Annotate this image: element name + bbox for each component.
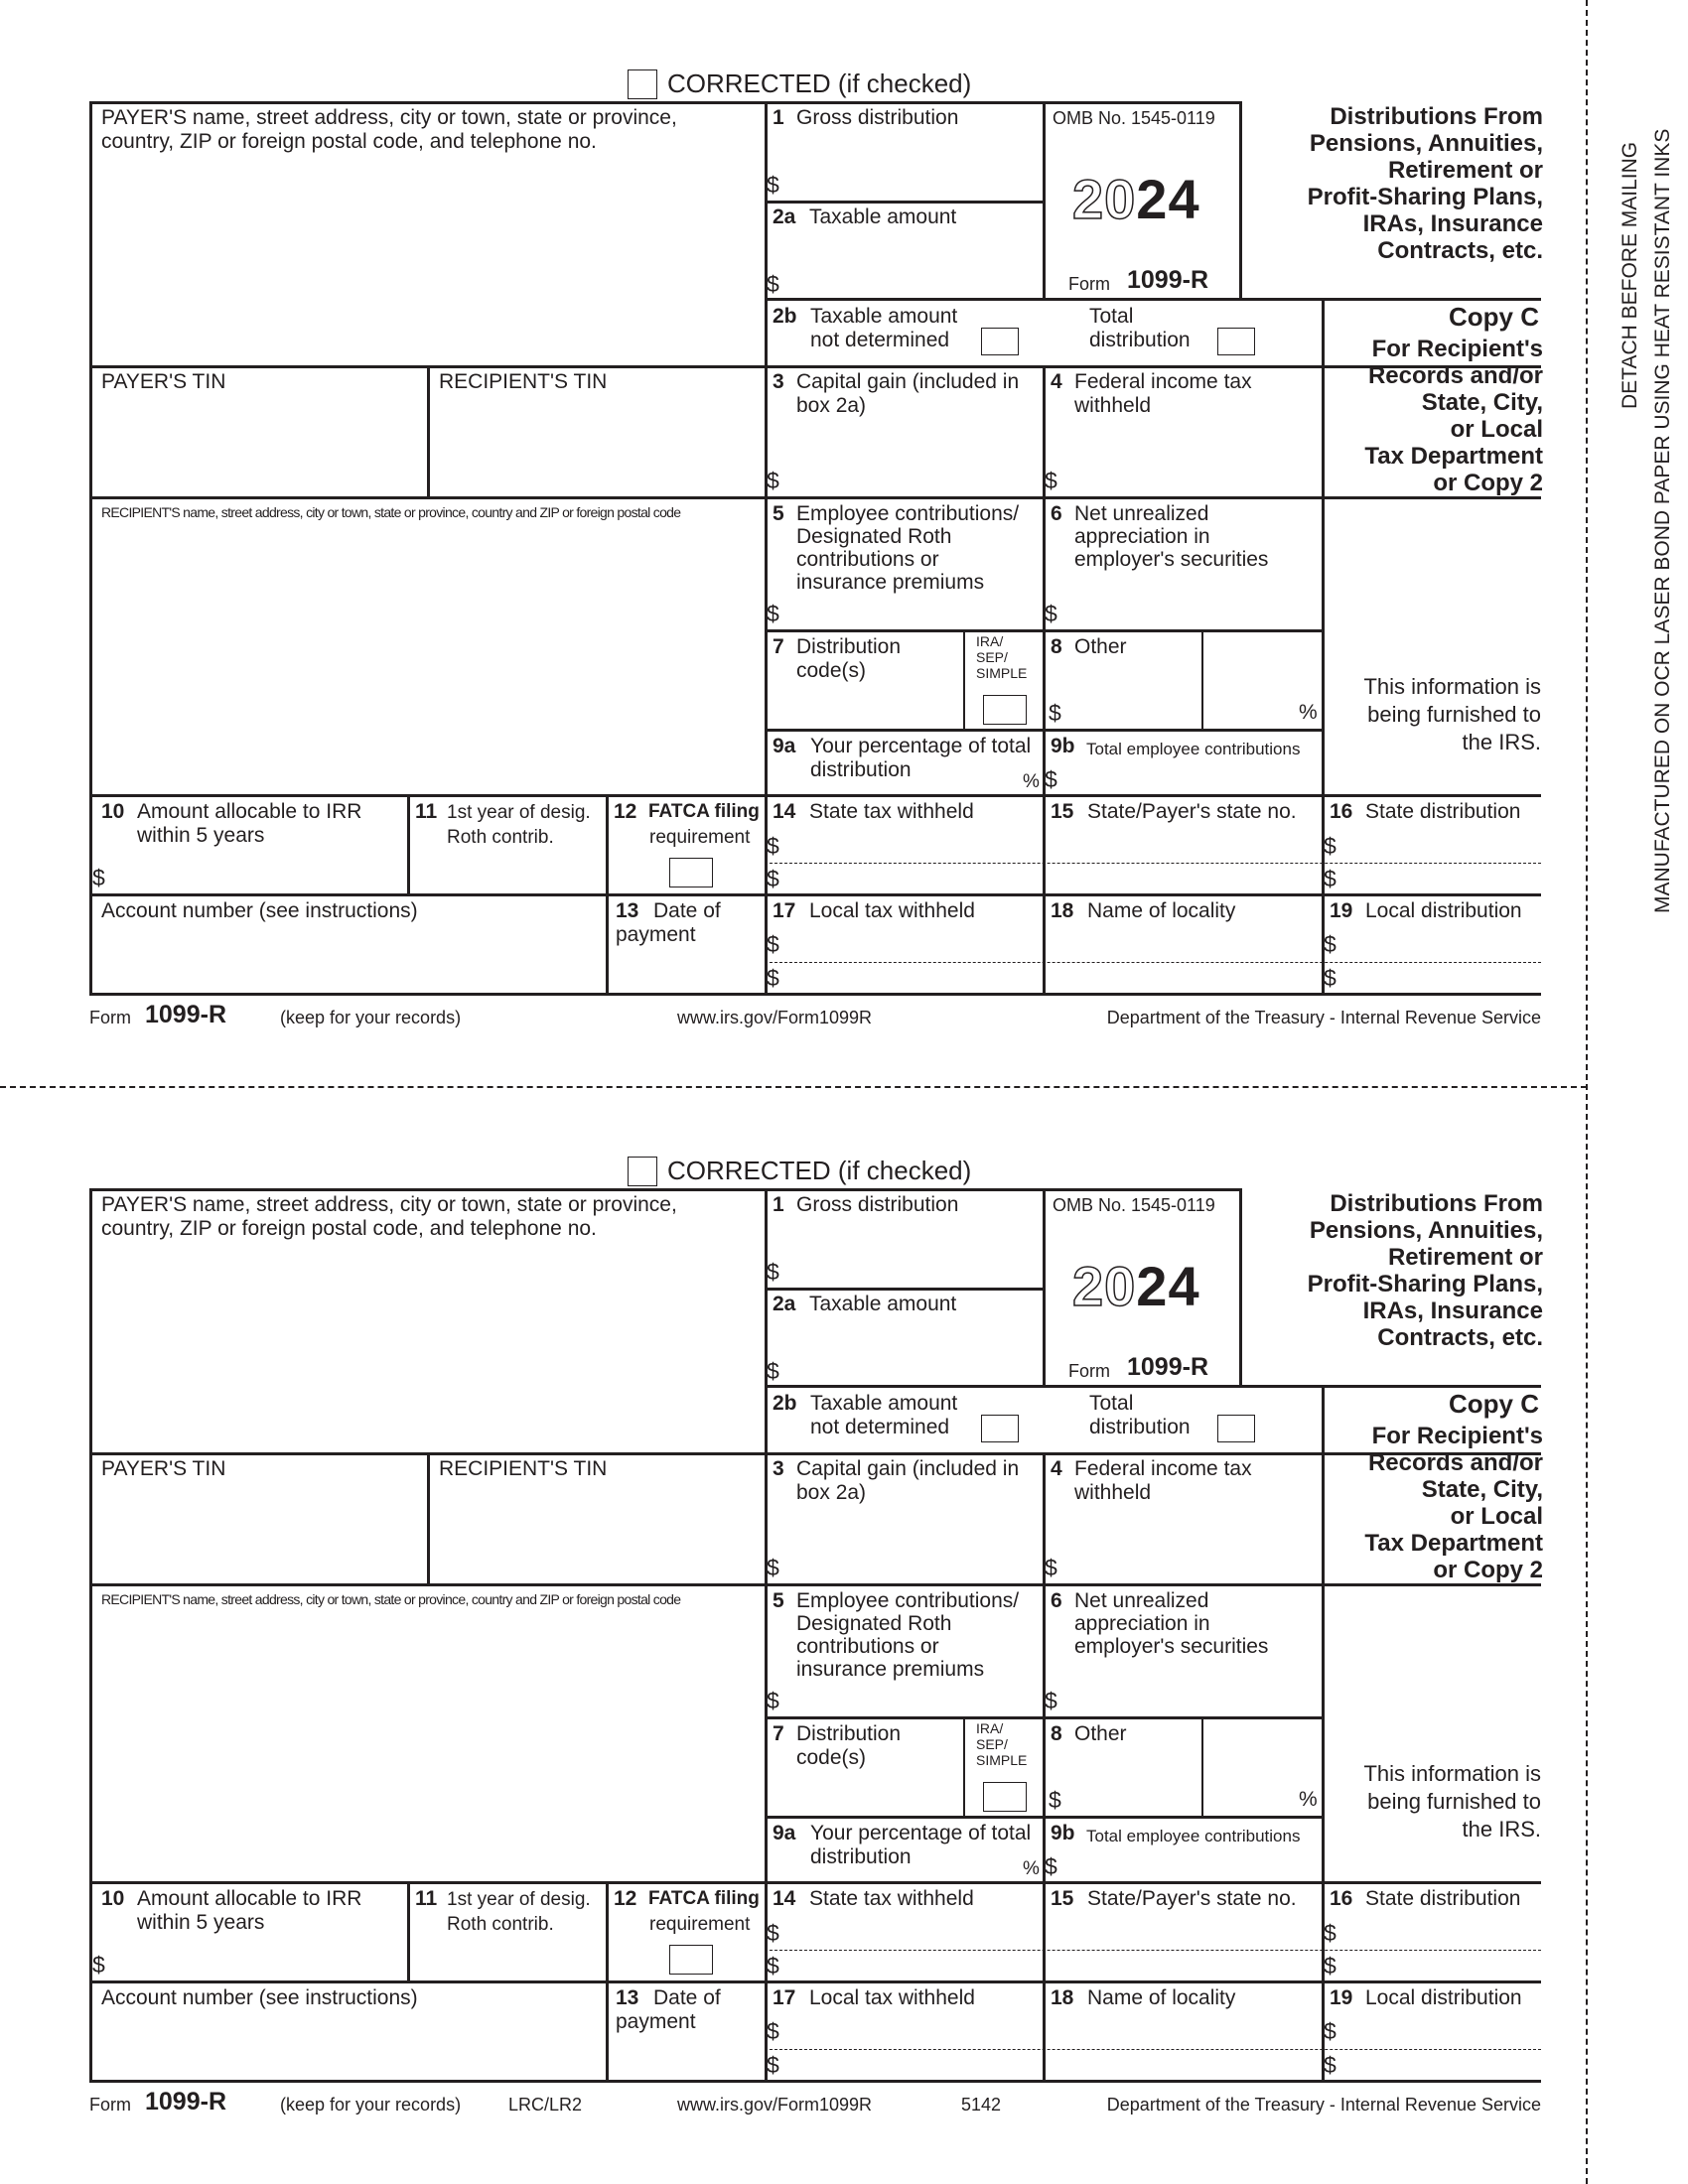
footer-url: www.irs.gov/Form1099R <box>677 1008 873 1027</box>
box-13-label: Date of payment <box>616 899 721 946</box>
box-5-field-copy-2[interactable] <box>784 1683 1038 1712</box>
box-3-number-copy-2: 3 <box>773 1457 784 1480</box>
box-4-number: 4 <box>1051 370 1062 393</box>
box-14-dollar-1-copy-2: $ <box>767 1920 779 1946</box>
box-4-label-copy-2: Federal income tax withheld <box>1074 1457 1252 1504</box>
box-1-number-copy-2: 1 <box>773 1193 784 1216</box>
payer-name-field-copy-2[interactable] <box>94 1246 762 1449</box>
box-19-field-2[interactable] <box>1342 964 1536 991</box>
box-8-amount-field-copy-2[interactable] <box>1067 1752 1196 1812</box>
box-1-field-copy-2[interactable] <box>784 1226 1038 1284</box>
box-2b-number-copy-2: 2b <box>773 1392 797 1415</box>
total-distribution-label-copy-2: Total distribution <box>1089 1392 1191 1438</box>
box-9b-number: 9b <box>1051 735 1075 757</box>
fatca-checkbox[interactable] <box>669 858 713 887</box>
payer-tin-label: PAYER'S TIN <box>101 370 226 393</box>
box-9a-field[interactable] <box>953 764 1023 792</box>
box-5-label-copy-2: Employee contributions/ Designated Roth contributions or insurance premiums <box>796 1589 1020 1681</box>
form-copy-1 <box>0 0 1688 1082</box>
footer-form-word: Form <box>89 1008 131 1027</box>
tax-year: 2024 <box>1072 168 1200 230</box>
box-14-field-2[interactable] <box>784 865 1038 891</box>
box-6-label: Net unrealized appreciation in employer's securities <box>1074 502 1269 571</box>
box-15-number: 15 <box>1051 800 1074 823</box>
box-18-label: Name of locality <box>1087 899 1236 922</box>
box-11-number: 11 <box>415 800 438 823</box>
omb-number-copy-2: OMB No. 1545-0119 <box>1053 1195 1215 1215</box>
box-16-dollar-2: $ <box>1324 866 1336 891</box>
box-6-field[interactable] <box>1062 596 1316 625</box>
box-8-percent-field[interactable] <box>1206 665 1296 725</box>
box-12-label: FATCA filing <box>648 801 760 822</box>
box-9a-percent-copy-2: % <box>1023 1858 1040 1879</box>
box-16-dollar-1: $ <box>1324 833 1336 859</box>
footer-department: Department of the Treasury - Internal Revenue Service <box>1106 1008 1541 1027</box>
box-15-label: State/Payer's state no. <box>1087 800 1297 823</box>
account-number-label-copy-2: Account number (see instructions) <box>101 1986 418 2009</box>
form-copy-2 <box>0 1087 1688 2169</box>
box-17-dollar-1-copy-2: $ <box>767 2018 779 2044</box>
box-11-field-copy-2[interactable] <box>413 1943 602 1978</box>
account-number-field[interactable] <box>94 929 601 989</box>
ira-sep-simple-label: IRA/ SEP/ SIMPLE <box>976 633 1028 681</box>
box-3-dollar-copy-2: $ <box>767 1555 779 1580</box>
box-13-label-copy-2: Date of payment <box>616 1986 721 2033</box>
payer-tin-field[interactable] <box>94 397 422 493</box>
account-number-field-copy-2[interactable] <box>94 2016 601 2076</box>
box-14-label-copy-2: State tax withheld <box>809 1887 974 1910</box>
total-distribution-label: Total distribution <box>1089 305 1191 351</box>
box-1-label: Gross distribution <box>796 106 959 129</box>
payer-tin-label-copy-2: PAYER'S TIN <box>101 1457 226 1480</box>
box-14-field-1[interactable] <box>784 832 1038 860</box>
box-4-dollar-copy-2: $ <box>1045 1555 1057 1580</box>
box-9b-label-copy-2: Total employee contributions <box>1086 1827 1301 1845</box>
box-9a-label-copy-2: Your percentage of total distribution <box>810 1822 1032 1868</box>
box-17-dollar-2-copy-2: $ <box>767 2052 779 2078</box>
box-16-dollar-1-copy-2: $ <box>1324 1920 1336 1946</box>
box-2a-dollar-copy-2: $ <box>767 1358 779 1384</box>
box-8-number-copy-2: 8 <box>1051 1722 1062 1745</box>
box-4-dollar: $ <box>1045 468 1057 493</box>
ira-sep-simple-checkbox[interactable] <box>983 695 1027 725</box>
recipient-tin-label: RECIPIENT'S TIN <box>439 370 608 393</box>
box-8-dollar: $ <box>1049 700 1061 726</box>
box-15-field-2[interactable] <box>1051 865 1317 891</box>
box-18-field-1-copy-2[interactable] <box>1051 2017 1317 2045</box>
box-7-label: Distribution code(s) <box>796 635 902 682</box>
box-6-number: 6 <box>1051 502 1062 525</box>
box-15-label-copy-2: State/Payer's state no. <box>1087 1887 1297 1910</box>
box-3-field[interactable] <box>784 427 1038 492</box>
recipient-name-field-copy-2[interactable] <box>94 1613 762 1877</box>
copy-description-copy-2: For Recipient's Records and/or State, City, or Local Tax Department or Copy 2 <box>1364 1423 1543 1583</box>
box-14-dollar-1: $ <box>767 833 779 859</box>
box-9b-field[interactable] <box>1062 764 1316 792</box>
box-7-number-copy-2: 7 <box>773 1722 784 1745</box>
box-4-field[interactable] <box>1062 427 1316 492</box>
corrected-label: CORRECTED (if checked) <box>667 68 972 98</box>
box-14-dollar-2: $ <box>767 866 779 891</box>
box-17-number: 17 <box>773 899 796 922</box>
box-8-number: 8 <box>1051 635 1062 658</box>
box-7-field[interactable] <box>784 685 958 725</box>
box-6-label-copy-2: Net unrealized appreciation in employer's securities <box>1074 1589 1269 1658</box>
footer-lrc-code-copy-2: LRC/LR2 <box>508 2095 583 2115</box>
box-6-dollar: $ <box>1045 601 1057 626</box>
box-4-field-copy-2[interactable] <box>1062 1514 1316 1579</box>
payer-name-field[interactable] <box>94 159 762 362</box>
box-11-number-copy-2: 11 <box>415 1887 438 1910</box>
box-9a-label: Your percentage of total distribution <box>810 735 1032 781</box>
detach-notice: DETACH BEFORE MAILING <box>1618 141 1641 409</box>
box-2a-number: 2a <box>773 205 796 228</box>
account-number-label: Account number (see instructions) <box>101 899 418 922</box>
footer-url-copy-2: www.irs.gov/Form1099R <box>677 2095 873 2115</box>
box-12-number-copy-2: 12 <box>614 1887 637 1910</box>
box-2b-number: 2b <box>773 305 797 328</box>
box-7-number: 7 <box>773 635 784 658</box>
box-19-number-copy-2: 19 <box>1330 1986 1353 2009</box>
box-2a-field-copy-2[interactable] <box>784 1320 1038 1382</box>
recipient-name-field[interactable] <box>94 526 762 790</box>
box-5-dollar: $ <box>767 601 779 626</box>
fatca-checkbox-copy-2[interactable] <box>669 1945 713 1975</box>
box-18-field-1[interactable] <box>1051 930 1317 958</box>
box-2b-checkbox[interactable] <box>981 328 1019 355</box>
box-17-field-2-copy-2[interactable] <box>784 2051 1038 2078</box>
footer-department-copy-2: Department of the Treasury - Internal Revenue Service <box>1106 2095 1541 2115</box>
box-5-number-copy-2: 5 <box>773 1589 784 1612</box>
box-19-field-1[interactable] <box>1342 930 1536 958</box>
box-16-number: 16 <box>1330 800 1353 823</box>
box-18-number: 18 <box>1051 899 1074 922</box>
box-18-number-copy-2: 18 <box>1051 1986 1074 2009</box>
box-11-label-copy-2: 1st year of desig. Roth contrib. <box>447 1889 591 1935</box>
recipient-tin-field-copy-2[interactable] <box>433 1484 761 1580</box>
box-8-label: Other <box>1074 635 1127 658</box>
form-word: Form <box>1068 274 1110 294</box>
corrected-label-copy-2: CORRECTED (if checked) <box>667 1156 972 1185</box>
box-19-dollar-2: $ <box>1324 965 1336 991</box>
box-15-field-1[interactable] <box>1051 832 1317 860</box>
box-8-percent-copy-2: % <box>1299 1788 1318 1811</box>
box-2b-label: Taxable amount not determined <box>810 305 958 351</box>
box-1-dollar-copy-2: $ <box>767 1259 779 1285</box>
form-number-copy-2: 1099-R <box>1127 1353 1208 1381</box>
payer-tin-field-copy-2[interactable] <box>94 1484 422 1580</box>
box-13-field-copy-2[interactable] <box>612 2040 761 2078</box>
box-18-field-2-copy-2[interactable] <box>1051 2051 1317 2078</box>
box-1-number: 1 <box>773 106 784 129</box>
form-number: 1099-R <box>1127 266 1208 294</box>
box-9a-number: 9a <box>773 735 796 757</box>
box-8-amount-field[interactable] <box>1067 665 1196 725</box>
box-6-field-copy-2[interactable] <box>1062 1683 1316 1712</box>
box-17-field-1[interactable] <box>784 930 1038 958</box>
payer-name-label: PAYER'S name, street address, city or town, state or province, country, ZIP or foreign postal code, and telephone no. <box>101 106 677 153</box>
footer-keep-copy-2: (keep for your records) <box>280 2095 462 2115</box>
box-12-number: 12 <box>614 800 637 823</box>
tax-year-copy-2: 2024 <box>1072 1255 1200 1317</box>
footer-catalog-number-copy-2: 5142 <box>961 2095 1002 2115</box>
box-2a-label: Taxable amount <box>809 205 957 228</box>
box-3-dollar: $ <box>767 468 779 493</box>
box-2a-label-copy-2: Taxable amount <box>809 1293 957 1315</box>
box-14-number: 14 <box>773 800 796 823</box>
box-1-dollar: $ <box>767 172 779 198</box>
box-13-field[interactable] <box>612 953 761 991</box>
box-14-label: State tax withheld <box>809 800 974 823</box>
box-8-percent: % <box>1299 701 1318 724</box>
ira-sep-simple-label-copy-2: IRA/ SEP/ SIMPLE <box>976 1720 1028 1768</box>
box-4-label: Federal income tax withheld <box>1074 370 1252 417</box>
paper-notice: MANUFACTURED ON OCR LASER BOND PAPER USING HEAT RESISTANT INKS <box>1651 128 1674 913</box>
box-2b-checkbox-copy-2[interactable] <box>981 1415 1019 1442</box>
box-9a-field-copy-2[interactable] <box>953 1851 1023 1879</box>
box-17-dollar-1: $ <box>767 931 779 957</box>
box-8-percent-field-copy-2[interactable] <box>1206 1752 1296 1812</box>
box-9a-number-copy-2: 9a <box>773 1822 796 1844</box>
box-10-label-copy-2: Amount allocable to IRR within 5 years <box>137 1887 362 1934</box>
box-15-field-1-copy-2[interactable] <box>1051 1919 1317 1947</box>
irs-info-notice-copy-2: This information is being furnished to the IRS. <box>1363 1761 1541 1842</box>
box-7-field-copy-2[interactable] <box>784 1772 958 1812</box>
box-14-field-1-copy-2[interactable] <box>784 1919 1038 1947</box>
recipient-tin-field[interactable] <box>433 397 761 493</box>
payer-name-label-copy-2: PAYER'S name, street address, city or town, state or province, country, ZIP or foreign postal code, and telephone no. <box>101 1193 677 1240</box>
box-10-field-copy-2[interactable] <box>111 1941 401 1978</box>
box-6-dollar-copy-2: $ <box>1045 1688 1057 1713</box>
copy-title-copy-2: Copy C <box>1449 1389 1539 1419</box>
recipient-name-label-copy-2: RECIPIENT'S name, street address, city or town, state or province, country and ZIP or foreign postal code <box>101 1591 681 1607</box>
box-17-label: Local tax withheld <box>809 899 975 922</box>
box-19-field-2-copy-2[interactable] <box>1342 2051 1536 2078</box>
box-12-sublabel: requirement <box>649 827 751 848</box>
form-title: Distributions From Pensions, Annuities, Retirement or Profit-Sharing Plans, IRAs, Insurance Contracts, etc. <box>1307 103 1543 264</box>
box-19-dollar-2-copy-2: $ <box>1324 2052 1336 2078</box>
box-16-number-copy-2: 16 <box>1330 1887 1353 1910</box>
total-distribution-checkbox-copy-2[interactable] <box>1217 1415 1255 1442</box>
box-17-label-copy-2: Local tax withheld <box>809 1986 975 2009</box>
box-10-number-copy-2: 10 <box>101 1887 125 1910</box>
box-18-field-2[interactable] <box>1051 964 1317 991</box>
box-17-dollar-2: $ <box>767 965 779 991</box>
box-5-number: 5 <box>773 502 784 525</box>
box-2a-dollar: $ <box>767 271 779 297</box>
box-14-field-2-copy-2[interactable] <box>784 1952 1038 1979</box>
box-9a-percent: % <box>1023 771 1040 792</box>
recipient-tin-label-copy-2: RECIPIENT'S TIN <box>439 1457 608 1480</box>
box-5-field[interactable] <box>784 596 1038 625</box>
irs-info-notice: This information is being furnished to the IRS. <box>1363 674 1541 754</box>
footer-form-number-copy-2: 1099-R <box>145 2088 226 2116</box>
box-19-field-1-copy-2[interactable] <box>1342 2017 1536 2045</box>
box-8-dollar-copy-2: $ <box>1049 1787 1061 1813</box>
box-16-field-1[interactable] <box>1342 832 1536 860</box>
box-11-label: 1st year of desig. Roth contrib. <box>447 802 591 848</box>
box-9b-label: Total employee contributions <box>1086 740 1301 758</box>
copy-title: Copy C <box>1449 302 1539 332</box>
corrected-checkbox[interactable] <box>628 69 657 99</box>
box-13-number: 13 <box>616 899 639 922</box>
box-3-field-copy-2[interactable] <box>784 1514 1038 1579</box>
box-7-label-copy-2: Distribution code(s) <box>796 1722 902 1769</box>
box-10-label: Amount allocable to IRR within 5 years <box>137 800 362 847</box>
box-16-field-2-copy-2[interactable] <box>1342 1952 1536 1979</box>
box-10-dollar-copy-2: $ <box>92 1952 105 1978</box>
box-9b-field-copy-2[interactable] <box>1062 1851 1316 1879</box>
box-19-number: 19 <box>1330 899 1353 922</box>
box-10-number: 10 <box>101 800 125 823</box>
form-word-copy-2: Form <box>1068 1361 1110 1381</box>
box-17-field-1-copy-2[interactable] <box>784 2017 1038 2045</box>
box-1-field[interactable] <box>784 139 1038 197</box>
copy-description: For Recipient's Records and/or State, City, or Local Tax Department or Copy 2 <box>1364 336 1543 496</box>
box-5-dollar-copy-2: $ <box>767 1688 779 1713</box>
box-12-sublabel-copy-2: requirement <box>649 1914 751 1935</box>
form-title-copy-2: Distributions From Pensions, Annuities, Retirement or Profit-Sharing Plans, IRAs, Insurance Contracts, etc. <box>1307 1190 1543 1351</box>
box-2a-field[interactable] <box>784 233 1038 295</box>
box-17-field-2[interactable] <box>784 964 1038 991</box>
box-15-field-2-copy-2[interactable] <box>1051 1952 1317 1979</box>
box-16-field-1-copy-2[interactable] <box>1342 1919 1536 1947</box>
omb-number: OMB No. 1545-0119 <box>1053 108 1215 128</box>
box-8-label-copy-2: Other <box>1074 1722 1127 1745</box>
box-2b-label-copy-2: Taxable amount not determined <box>810 1392 958 1438</box>
box-3-number: 3 <box>773 370 784 393</box>
box-14-dollar-2-copy-2: $ <box>767 1953 779 1979</box>
box-1-label-copy-2: Gross distribution <box>796 1193 959 1216</box>
box-19-dollar-1: $ <box>1324 931 1336 957</box>
box-16-label: State distribution <box>1365 800 1521 823</box>
box-6-number-copy-2: 6 <box>1051 1589 1062 1612</box>
box-11-field[interactable] <box>413 856 602 890</box>
ira-sep-simple-checkbox-copy-2[interactable] <box>983 1782 1027 1812</box>
box-12-label-copy-2: FATCA filing <box>648 1888 760 1909</box>
total-distribution-checkbox[interactable] <box>1217 328 1255 355</box>
box-19-label: Local distribution <box>1365 899 1522 922</box>
box-10-field[interactable] <box>111 854 401 890</box>
box-15-number-copy-2: 15 <box>1051 1887 1074 1910</box>
box-19-dollar-1-copy-2: $ <box>1324 2018 1336 2044</box>
box-17-number-copy-2: 17 <box>773 1986 796 2009</box>
box-3-label: Capital gain (included in box 2a) <box>796 370 1020 417</box>
box-2a-number-copy-2: 2a <box>773 1293 796 1315</box>
box-10-dollar: $ <box>92 865 105 890</box>
box-9b-dollar: $ <box>1045 766 1057 792</box>
footer-keep: (keep for your records) <box>280 1008 462 1027</box>
box-16-label-copy-2: State distribution <box>1365 1887 1521 1910</box>
footer-form-word-copy-2: Form <box>89 2095 131 2115</box>
box-16-field-2[interactable] <box>1342 865 1536 891</box>
corrected-checkbox-copy-2[interactable] <box>628 1157 657 1186</box>
box-9b-number-copy-2: 9b <box>1051 1822 1075 1844</box>
box-4-number-copy-2: 4 <box>1051 1457 1062 1480</box>
box-3-label-copy-2: Capital gain (included in box 2a) <box>796 1457 1020 1504</box>
box-9b-dollar-copy-2: $ <box>1045 1853 1057 1879</box>
box-13-number-copy-2: 13 <box>616 1986 639 2009</box>
recipient-name-label: RECIPIENT'S name, street address, city or town, state or province, country and ZIP or foreign postal code <box>101 504 681 520</box>
box-14-number-copy-2: 14 <box>773 1887 796 1910</box>
box-19-label-copy-2: Local distribution <box>1365 1986 1522 2009</box>
footer-form-number: 1099-R <box>145 1001 226 1028</box>
box-18-label-copy-2: Name of locality <box>1087 1986 1236 2009</box>
box-5-label: Employee contributions/ Designated Roth contributions or insurance premiums <box>796 502 1020 594</box>
box-16-dollar-2-copy-2: $ <box>1324 1953 1336 1979</box>
